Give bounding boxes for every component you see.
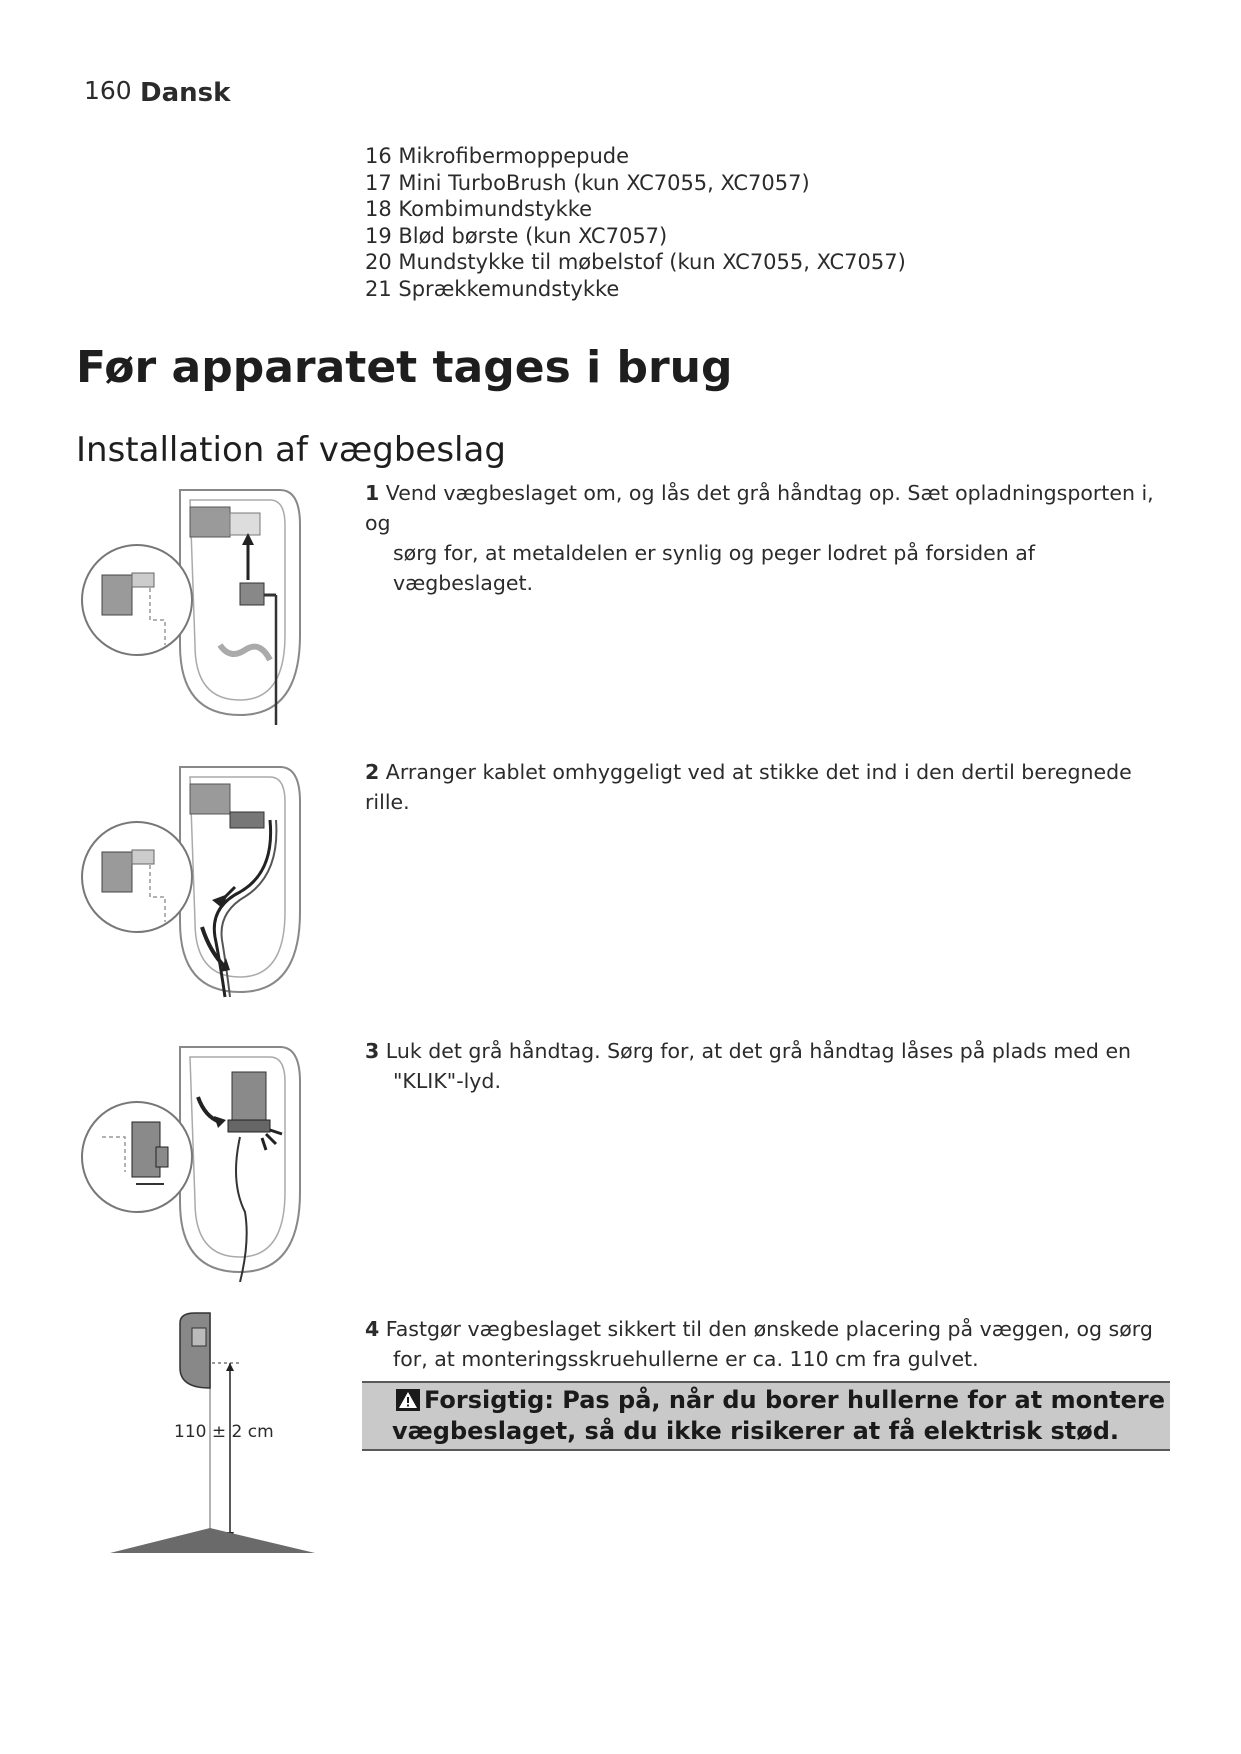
dimension-label: 110 ± 2 cm [174,1422,274,1442]
list-item: 19 Blød børste (kun XC7057) [365,223,668,248]
list-item: 17 Mini TurboBrush (kun XC7055, XC7057) [365,170,810,195]
step-3-illustration [80,1042,310,1282]
list-item: 21 Sprækkemundstykke [365,276,620,301]
list-item: 16 Mikrofibermoppepude [365,144,630,168]
step-1-illustration [80,485,310,725]
step-1 [365,478,1165,598]
step-text-line2: for, at monteringsskruehullerne er ca. 110 cm fra gulvet. [393,1347,979,1371]
parts-list [365,143,906,303]
step-text-line1: Arranger kablet omhyggeligt ved at stikke det ind i den dertil beregnede rille. [365,760,1132,814]
step-number: 1 [365,481,380,505]
step-number: 4 [365,1317,380,1341]
step-2 [365,757,1165,817]
step-text-line2: "KLIK"-lyd. [393,1069,501,1093]
step-number: 2 [365,760,380,784]
step-text-line1: Vend vægbeslaget om, og lås det grå håndtag op. Sæt opladningsporten i, og [365,481,1154,535]
section-title: Før apparatet tages i brug [76,342,733,393]
language-label: Dansk [140,78,231,108]
step-text-line1: Luk det grå håndtag. Sørg for, at det grå håndtag låses på plads med en [385,1039,1132,1063]
step-text-line1: Fastgør vægbeslaget sikkert til den ønskede placering på væggen, og sørg [385,1317,1153,1341]
step-4 [365,1314,1165,1374]
caution-line2: vægbeslaget, så du ikke risikerer at få elektrisk stød. [392,1417,1120,1445]
step-3 [365,1036,1165,1096]
list-item: 20 Mundstykke til møbelstof (kun XC7055, XC7057) [365,250,906,275]
step-2-illustration [80,762,310,1002]
step-text-line2: sørg for, at metaldelen er synlig og peger lodret på forsiden af vægbeslaget. [393,541,1035,595]
caution-text [392,1385,1165,1447]
list-item: 18 Kombimundstykke [365,197,593,222]
step-number: 3 [365,1039,380,1063]
page-number: 160 [84,76,132,105]
caution-box [362,1381,1170,1451]
subsection-title: Installation af vægbeslag [76,430,506,470]
caution-line1: Forsigtig: Pas på, når du borer hullerne for at montere [424,1386,1166,1414]
